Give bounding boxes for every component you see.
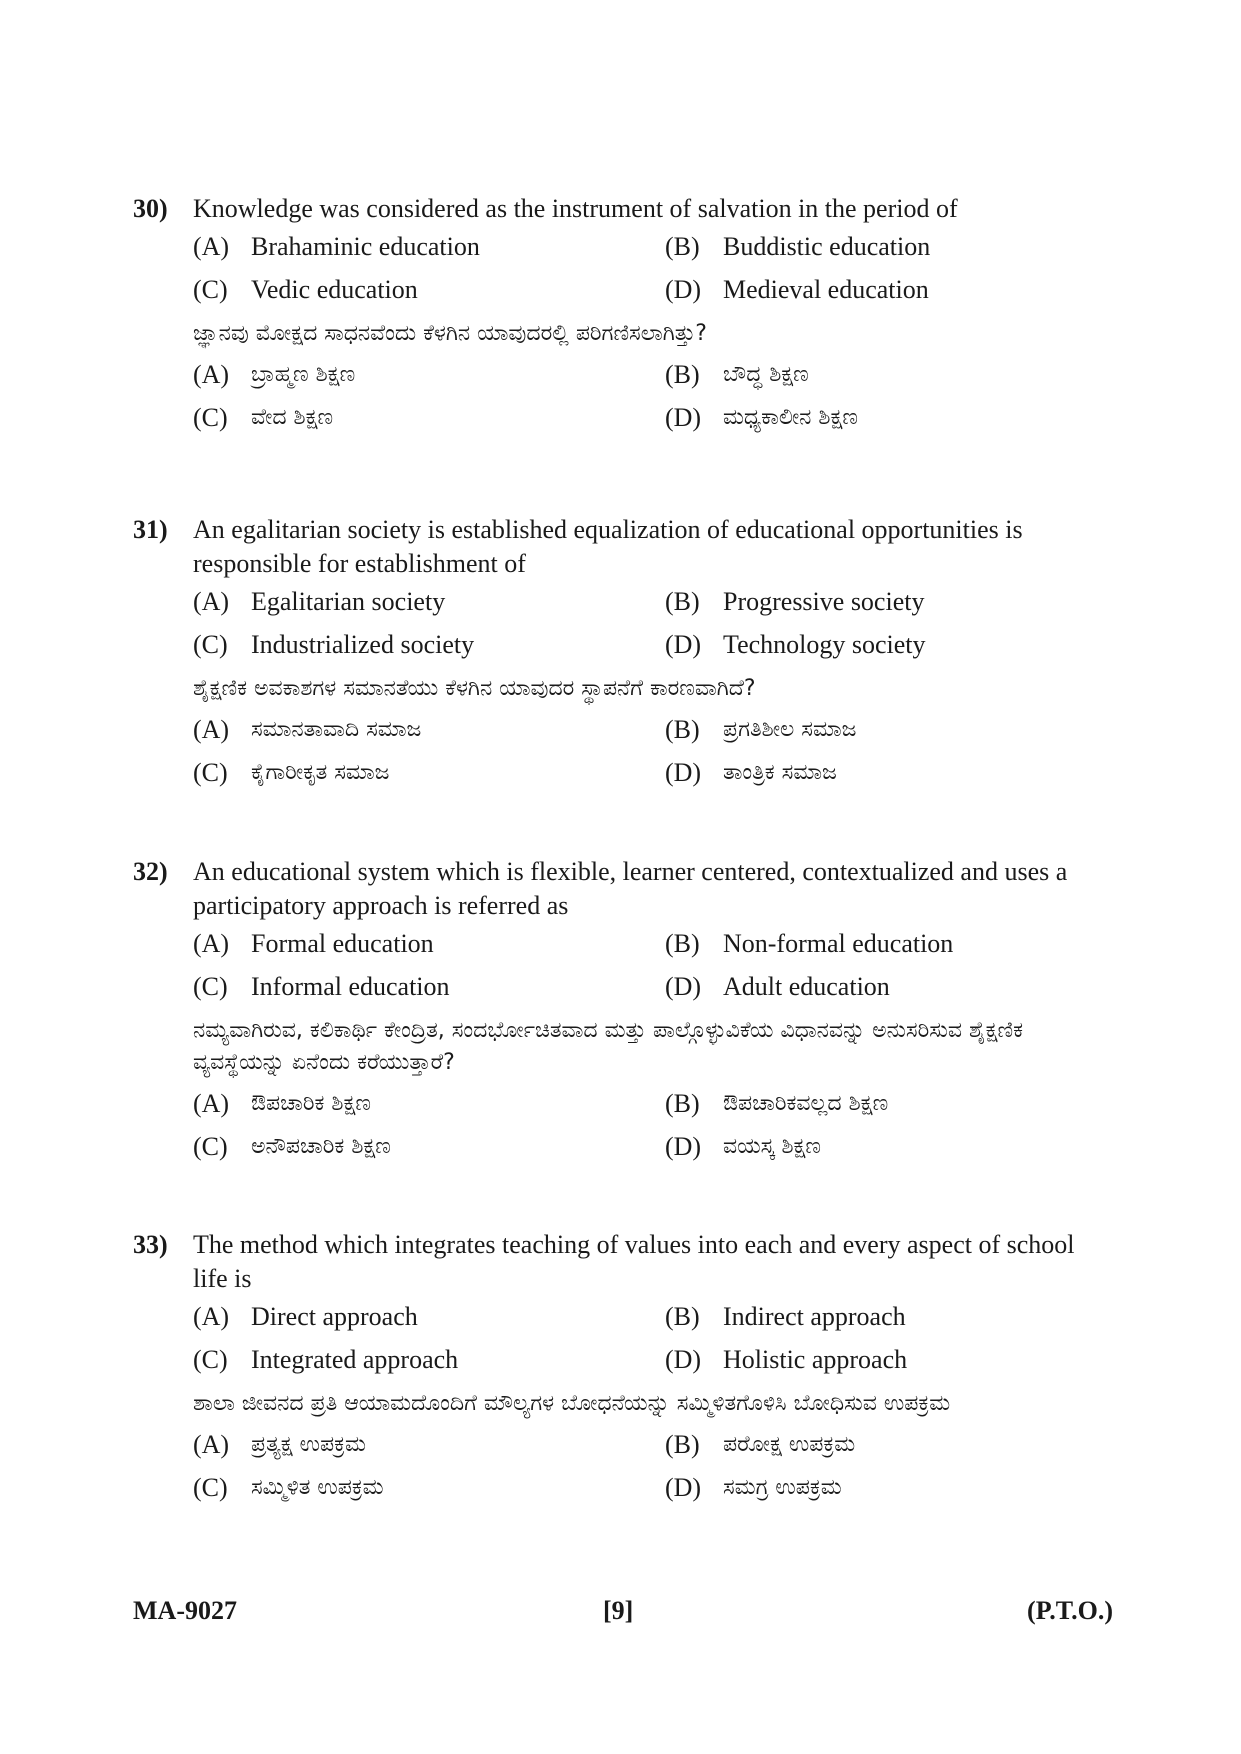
option-a-kn: (A) ಔಪಚಾರಿಕ ಶಿಕ್ಷಣ (193, 1089, 371, 1118)
options-en (193, 1296, 1113, 1382)
question-text-kn: ಶಾಲಾ ಜೀವನದ ಪ್ರತಿ ಆಯಾಮದೊಂದಿಗೆ ಮೌಲ್ಯಗಳ ಬೋಧನೆಯನ್ನು ಸಮ್ಮಿಳಿತಗೊಳಿಸಿ ಬೋಧಿಸುವ ಉಪಕ್ರಮ (193, 1391, 951, 1416)
options-en (193, 923, 1113, 1009)
options-en (193, 581, 1113, 667)
option-c-kn: (C) ವೇದ ಶಿಕ್ಷಣ (193, 403, 334, 432)
options-kn (193, 1083, 1113, 1169)
question-32 (133, 855, 1113, 1169)
options-kn (193, 709, 1113, 795)
option-a-en: (A) Brahaminic education (193, 232, 480, 261)
option-b-kn: (B) ಪ್ರಗತಿಶೀಲ ಸಮಾಜ (665, 715, 857, 744)
option-d-en: (D) Holistic approach (665, 1345, 908, 1374)
option-a-en: (A) Egalitarian society (193, 587, 446, 616)
question-text-kn: ಜ್ಞಾನವು ಮೋಕ್ಷದ ಸಾಧನವೆಂದು ಕೆಳಗಿನ ಯಾವುದರಲ್ಲಿ ಪರಿಗಣಿಸಲಾಗಿತ್ತು? (193, 321, 707, 346)
question-number: 31) (133, 515, 168, 544)
question-text-kn: ಶೈಕ್ಷಣಿಕ ಅವಕಾಶಗಳ ಸಮಾನತೆಯು ಕೆಳಗಿನ ಯಾವುದರ ಸ್ಥಾಪನೆಗೆ ಕಾರಣವಾಗಿದೆ? (193, 676, 756, 701)
option-b-en: (B) Non-formal education (665, 929, 954, 958)
question-33 (133, 1228, 1113, 1510)
option-a-kn: (A) ಪ್ರತ್ಯಕ್ಷ ಉಪಕ್ರಮ (193, 1430, 366, 1459)
question-text-en: An educational system which is flexible, learner centered, contextualized and uses a participatory approach is referred as (193, 857, 1068, 920)
option-c-kn: (C) ಕೈಗಾರೀಕೃತ ಸಮಾಜ (193, 758, 390, 787)
option-c-kn: (C) ಸಮ್ಮಿಳಿತ ಉಪಕ್ರಮ (193, 1473, 384, 1502)
option-d-kn: (D) ಸಮಗ್ರ ಉಪಕ್ರಮ (665, 1473, 842, 1502)
option-c-en: (C) Integrated approach (193, 1345, 459, 1374)
question-text-en: The method which integrates teaching of values into each and every aspect of school life is (193, 1230, 1075, 1293)
option-b-kn: (B) ಔಪಚಾರಿಕವಲ್ಲದ ಶಿಕ್ಷಣ (665, 1089, 889, 1118)
options-en (193, 226, 1113, 312)
question-number: 32) (133, 857, 168, 886)
option-b-en: (B) Progressive society (665, 587, 925, 616)
question-stem-en (133, 192, 1113, 226)
option-c-kn: (C) ಅನೌಪಚಾರಿಕ ಶಿಕ್ಷಣ (193, 1132, 391, 1161)
option-a-en: (A) Direct approach (193, 1302, 418, 1331)
option-d-en: (D) Adult education (665, 972, 890, 1001)
option-a-kn: (A) ಬ್ರಾಹ್ಮಣ ಶಿಕ್ಷಣ (193, 360, 356, 389)
question-stem-en (133, 855, 1113, 923)
option-d-en: (D) Technology society (665, 630, 926, 659)
option-d-kn: (D) ತಾಂತ್ರಿಕ ಸಮಾಜ (665, 758, 837, 787)
option-c-en: (C) Informal education (193, 972, 450, 1001)
question-text-en: Knowledge was considered as the instrument of salvation in the period of (193, 194, 958, 223)
option-b-kn: (B) ಪರೋಕ್ಷ ಉಪಕ್ರಮ (665, 1430, 856, 1459)
option-d-kn: (D) ವಯಸ್ಕ ಶಿಕ್ಷಣ (665, 1132, 822, 1161)
page-number: [9] (603, 1596, 634, 1625)
option-b-kn: (B) ಬೌದ್ಧ ಶಿಕ್ಷಣ (665, 360, 809, 389)
options-kn (193, 354, 1113, 440)
question-number: 30) (133, 194, 168, 223)
options-kn (193, 1424, 1113, 1510)
question-text-kn: ನಮ್ಯವಾಗಿರುವ, ಕಲಿಕಾರ್ಥಿ ಕೇಂದ್ರಿತ, ಸಂದರ್ಭೋಚಿತವಾದ ಮತ್ತು ಪಾಲ್ಗೊಳ್ಳುವಿಕೆಯ ವಿಧಾನವನ್ನು ಅನುಸರಿಸುವ ಶೈಕ್ಷಣಿಕ ವ್ಯವಸ್ಥೆಯನ್ನು ಏನೆಂದು ಕರೆಯುತ್ತಾರೆ? (193, 1018, 1024, 1075)
please-turn-over: (P.T.O.) (1027, 1596, 1113, 1625)
question-stem-en (133, 513, 1113, 581)
option-d-kn: (D) ಮಧ್ಯಕಾಲೀನ ಶಿಕ್ಷಣ (665, 403, 858, 432)
option-d-en: (D) Medieval education (665, 275, 929, 304)
option-c-en: (C) Vedic education (193, 275, 418, 304)
option-a-en: (A) Formal education (193, 929, 434, 958)
option-b-en: (B) Buddistic education (665, 232, 931, 261)
question-30 (133, 192, 1113, 440)
option-c-en: (C) Industrialized society (193, 630, 475, 659)
page-footer (133, 1596, 1113, 1632)
option-b-en: (B) Indirect approach (665, 1302, 906, 1331)
question-text-en: An egalitarian society is established equalization of educational opportunities is responsible for establishment of (193, 515, 1023, 578)
question-number: 33) (133, 1230, 168, 1259)
question-31 (133, 513, 1113, 795)
option-a-kn: (A) ಸಮಾನತಾವಾದಿ ಸಮಾಜ (193, 715, 422, 744)
question-stem-en (133, 1228, 1113, 1296)
paper-code: MA-9027 (133, 1596, 237, 1625)
